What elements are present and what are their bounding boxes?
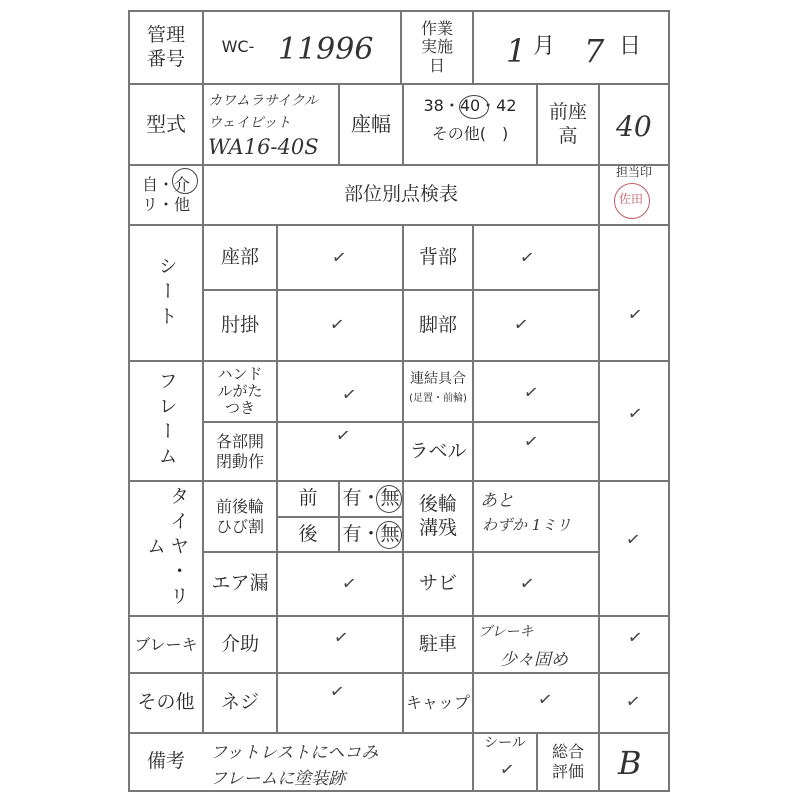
check-frame-section: ✓	[626, 403, 644, 425]
date-month-value: 1	[506, 32, 527, 70]
section-frame-label: フレーム	[155, 371, 178, 471]
check-cap: ✓	[536, 689, 554, 711]
item-parking-brake: 駐車	[418, 632, 457, 655]
selected-option-circle	[459, 95, 489, 119]
section-seat-label: シート	[155, 255, 178, 331]
item-armrest: 肘掛	[220, 313, 259, 336]
front-seat-height-label: 前座 高	[548, 101, 587, 147]
tire-front-label: 前	[298, 487, 318, 510]
overall-evaluation-label: 総合 評価	[551, 742, 584, 781]
grid-line-v	[472, 10, 474, 84]
overall-evaluation-value: B	[618, 744, 642, 782]
item-label: ラベル	[409, 439, 467, 462]
item-leg-part: 脚部	[418, 313, 457, 336]
remarks-line2: フレームに塗装跡	[210, 769, 346, 789]
item-rust: サビ	[418, 572, 457, 595]
item-connector: 連結具合	[410, 370, 466, 387]
check-seal: ✓	[498, 759, 516, 781]
tire-rear-yes-no: 有・無	[342, 522, 400, 545]
user-type-label: 自・介 リ・他	[141, 175, 190, 214]
seal-label: シール	[484, 734, 526, 751]
item-connector-sub: (足置・前輪)	[409, 392, 467, 404]
model-line1: カワムラサイクル	[208, 93, 319, 109]
seat-width-label: 座幅	[351, 112, 391, 137]
check-connector: ✓	[522, 382, 540, 404]
front-seat-height-value: 40	[616, 110, 652, 143]
section-other-label: その他	[137, 691, 195, 714]
tire-front-yes-no: 有・無	[342, 487, 400, 510]
seal-stamp-text: 佐田	[618, 192, 643, 207]
item-back-part: 背部	[418, 245, 457, 268]
tread-note-line2: わずか 1ミリ	[482, 516, 572, 534]
item-screw: ネジ	[220, 691, 259, 714]
check-screw: ✓	[328, 681, 346, 703]
tire-rear-label: 後	[298, 522, 318, 545]
item-seat-part: 座部	[220, 245, 259, 268]
parking-note-line2: 少々固め	[500, 650, 568, 670]
item-air-leak: エア漏	[211, 572, 269, 595]
check-other-section: ✓	[624, 691, 642, 713]
item-handle-wobble: ハンド ルがた つき	[217, 364, 263, 418]
check-rust: ✓	[518, 573, 536, 595]
item-each-part-operation: 各部開 閉動作	[215, 431, 264, 471]
check-tire-section: ✓	[624, 529, 642, 551]
item-assist-brake: 介助	[220, 632, 259, 655]
check-assist-brake: ✓	[332, 627, 350, 649]
mgmt-number-value: 11996	[278, 32, 374, 67]
mgmt-number-label: 管理 番号	[146, 24, 185, 70]
parking-note-line1: ブレーキ	[478, 624, 534, 640]
grid-line-h	[128, 10, 670, 12]
date-month-unit: 月	[532, 33, 555, 59]
tire-rear-selected-circle	[376, 521, 402, 549]
check-back-part: ✓	[518, 247, 536, 269]
grid-line-v	[668, 10, 670, 792]
tire-front-selected-circle	[376, 485, 402, 513]
person-in-charge-stamp-label: 担当印	[615, 165, 652, 180]
item-cap: キャップ	[405, 693, 470, 713]
user-type-selected-circle	[172, 168, 198, 194]
check-air-leak: ✓	[340, 573, 358, 595]
check-label: ✓	[522, 431, 540, 453]
item-tire-crack: 前後輪 ひび割	[215, 496, 264, 536]
grid-line-v	[472, 224, 474, 732]
seat-width-other: その他( )	[431, 124, 509, 144]
model-line2: ウェイビット	[208, 115, 291, 131]
date-day-value: 7	[584, 32, 605, 70]
section-brake-label: ブレーキ	[134, 634, 198, 654]
seat-width-options: 38・40・42	[423, 96, 517, 116]
check-seat-part: ✓	[330, 247, 348, 269]
work-date-label: 作業 実施 日	[420, 18, 453, 75]
item-tread-remaining: 後輪 溝残	[418, 493, 457, 539]
model-line3: WA16-40S	[208, 135, 319, 159]
grid-line-v	[276, 224, 278, 732]
remarks-label: 備考	[146, 750, 185, 773]
check-armrest: ✓	[328, 314, 346, 336]
date-day-unit: 日	[618, 33, 641, 59]
remarks-line1: フットレストにヘコみ	[210, 743, 379, 763]
inspection-table-title: 部位別点検表	[343, 183, 458, 206]
check-seat-section: ✓	[626, 304, 644, 326]
mgmt-prefix: WC-	[221, 37, 255, 57]
model-label: 型式	[146, 112, 186, 137]
check-brake-section: ✓	[626, 627, 644, 649]
check-each-part-operation: ✓	[334, 425, 352, 447]
grid-line-h	[128, 790, 670, 792]
check-leg-part: ✓	[512, 314, 530, 336]
grid-line-v	[598, 732, 600, 792]
check-handle-wobble: ✓	[340, 384, 358, 406]
section-tire-label: タイヤ・リム	[144, 486, 190, 611]
tread-note-line1: あと	[480, 491, 514, 511]
